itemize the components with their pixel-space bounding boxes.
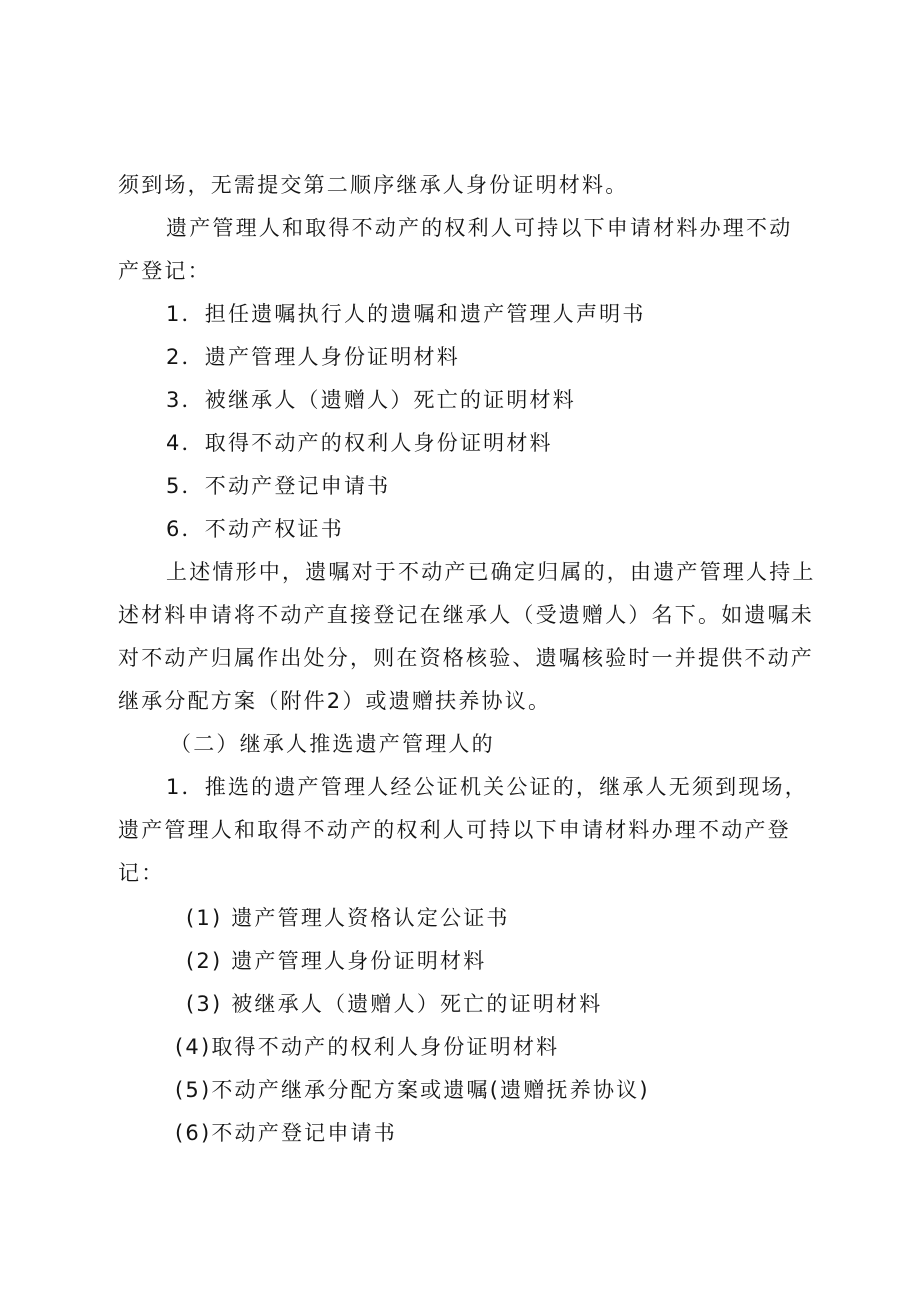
item1-line: 记： bbox=[118, 861, 165, 885]
list-b-item: (5)不动产继承分配方案或遗嘱(遗赠抚养协议) bbox=[175, 1078, 650, 1102]
summary-line: 继承分配方案（附件2）或遗赠扶养协议。 bbox=[118, 689, 552, 713]
list-a-item: 6．不动产权证书 bbox=[166, 517, 344, 541]
list-b-item: (1) 遗产管理人资格认定公证书 bbox=[186, 906, 510, 930]
summary-line: 述材料申请将不动产直接登记在继承人（受遗赠人）名下。如遗嘱未 bbox=[118, 603, 814, 627]
section-heading: （二）继承人推选遗产管理人的 bbox=[170, 732, 495, 756]
list-a-item: 4．取得不动产的权利人身份证明材料 bbox=[166, 431, 553, 455]
intro-line-2: 产登记： bbox=[118, 259, 211, 283]
list-a-item: 5．不动产登记申请书 bbox=[166, 474, 391, 498]
intro-line-1: 遗产管理人和取得不动产的权利人可持以下申请材料办理不动 bbox=[166, 216, 793, 240]
paragraph-continuation: 须到场，无需提交第二顺序继承人身份证明材料。 bbox=[118, 173, 629, 197]
item1-line: 遗产管理人和取得不动产的权利人可持以下申请材料办理不动产登 bbox=[118, 818, 791, 842]
list-b-item: (6)不动产登记申请书 bbox=[175, 1121, 397, 1145]
list-b-item: (4)取得不动产的权利人身份证明材料 bbox=[175, 1035, 560, 1059]
item1-line: 1．推选的遗产管理人经公证机关公证的，继承人无须到现场， bbox=[166, 775, 808, 799]
summary-line: 对不动产归属作出处分，则在资格核验、遗嘱核验时一并提供不动产 bbox=[118, 646, 814, 670]
list-a-item: 1．担任遗嘱执行人的遗嘱和遗产管理人声明书 bbox=[166, 302, 646, 326]
list-b-item: (2) 遗产管理人身份证明材料 bbox=[186, 949, 487, 973]
list-b-item: (3) 被继承人（遗赠人）死亡的证明材料 bbox=[186, 992, 603, 1016]
summary-line: 上述情形中，遗嘱对于不动产已确定归属的，由遗产管理人持上 bbox=[166, 560, 816, 584]
list-a-item: 3．被继承人（遗赠人）死亡的证明材料 bbox=[166, 388, 576, 412]
list-a-item: 2．遗产管理人身份证明材料 bbox=[166, 345, 460, 369]
